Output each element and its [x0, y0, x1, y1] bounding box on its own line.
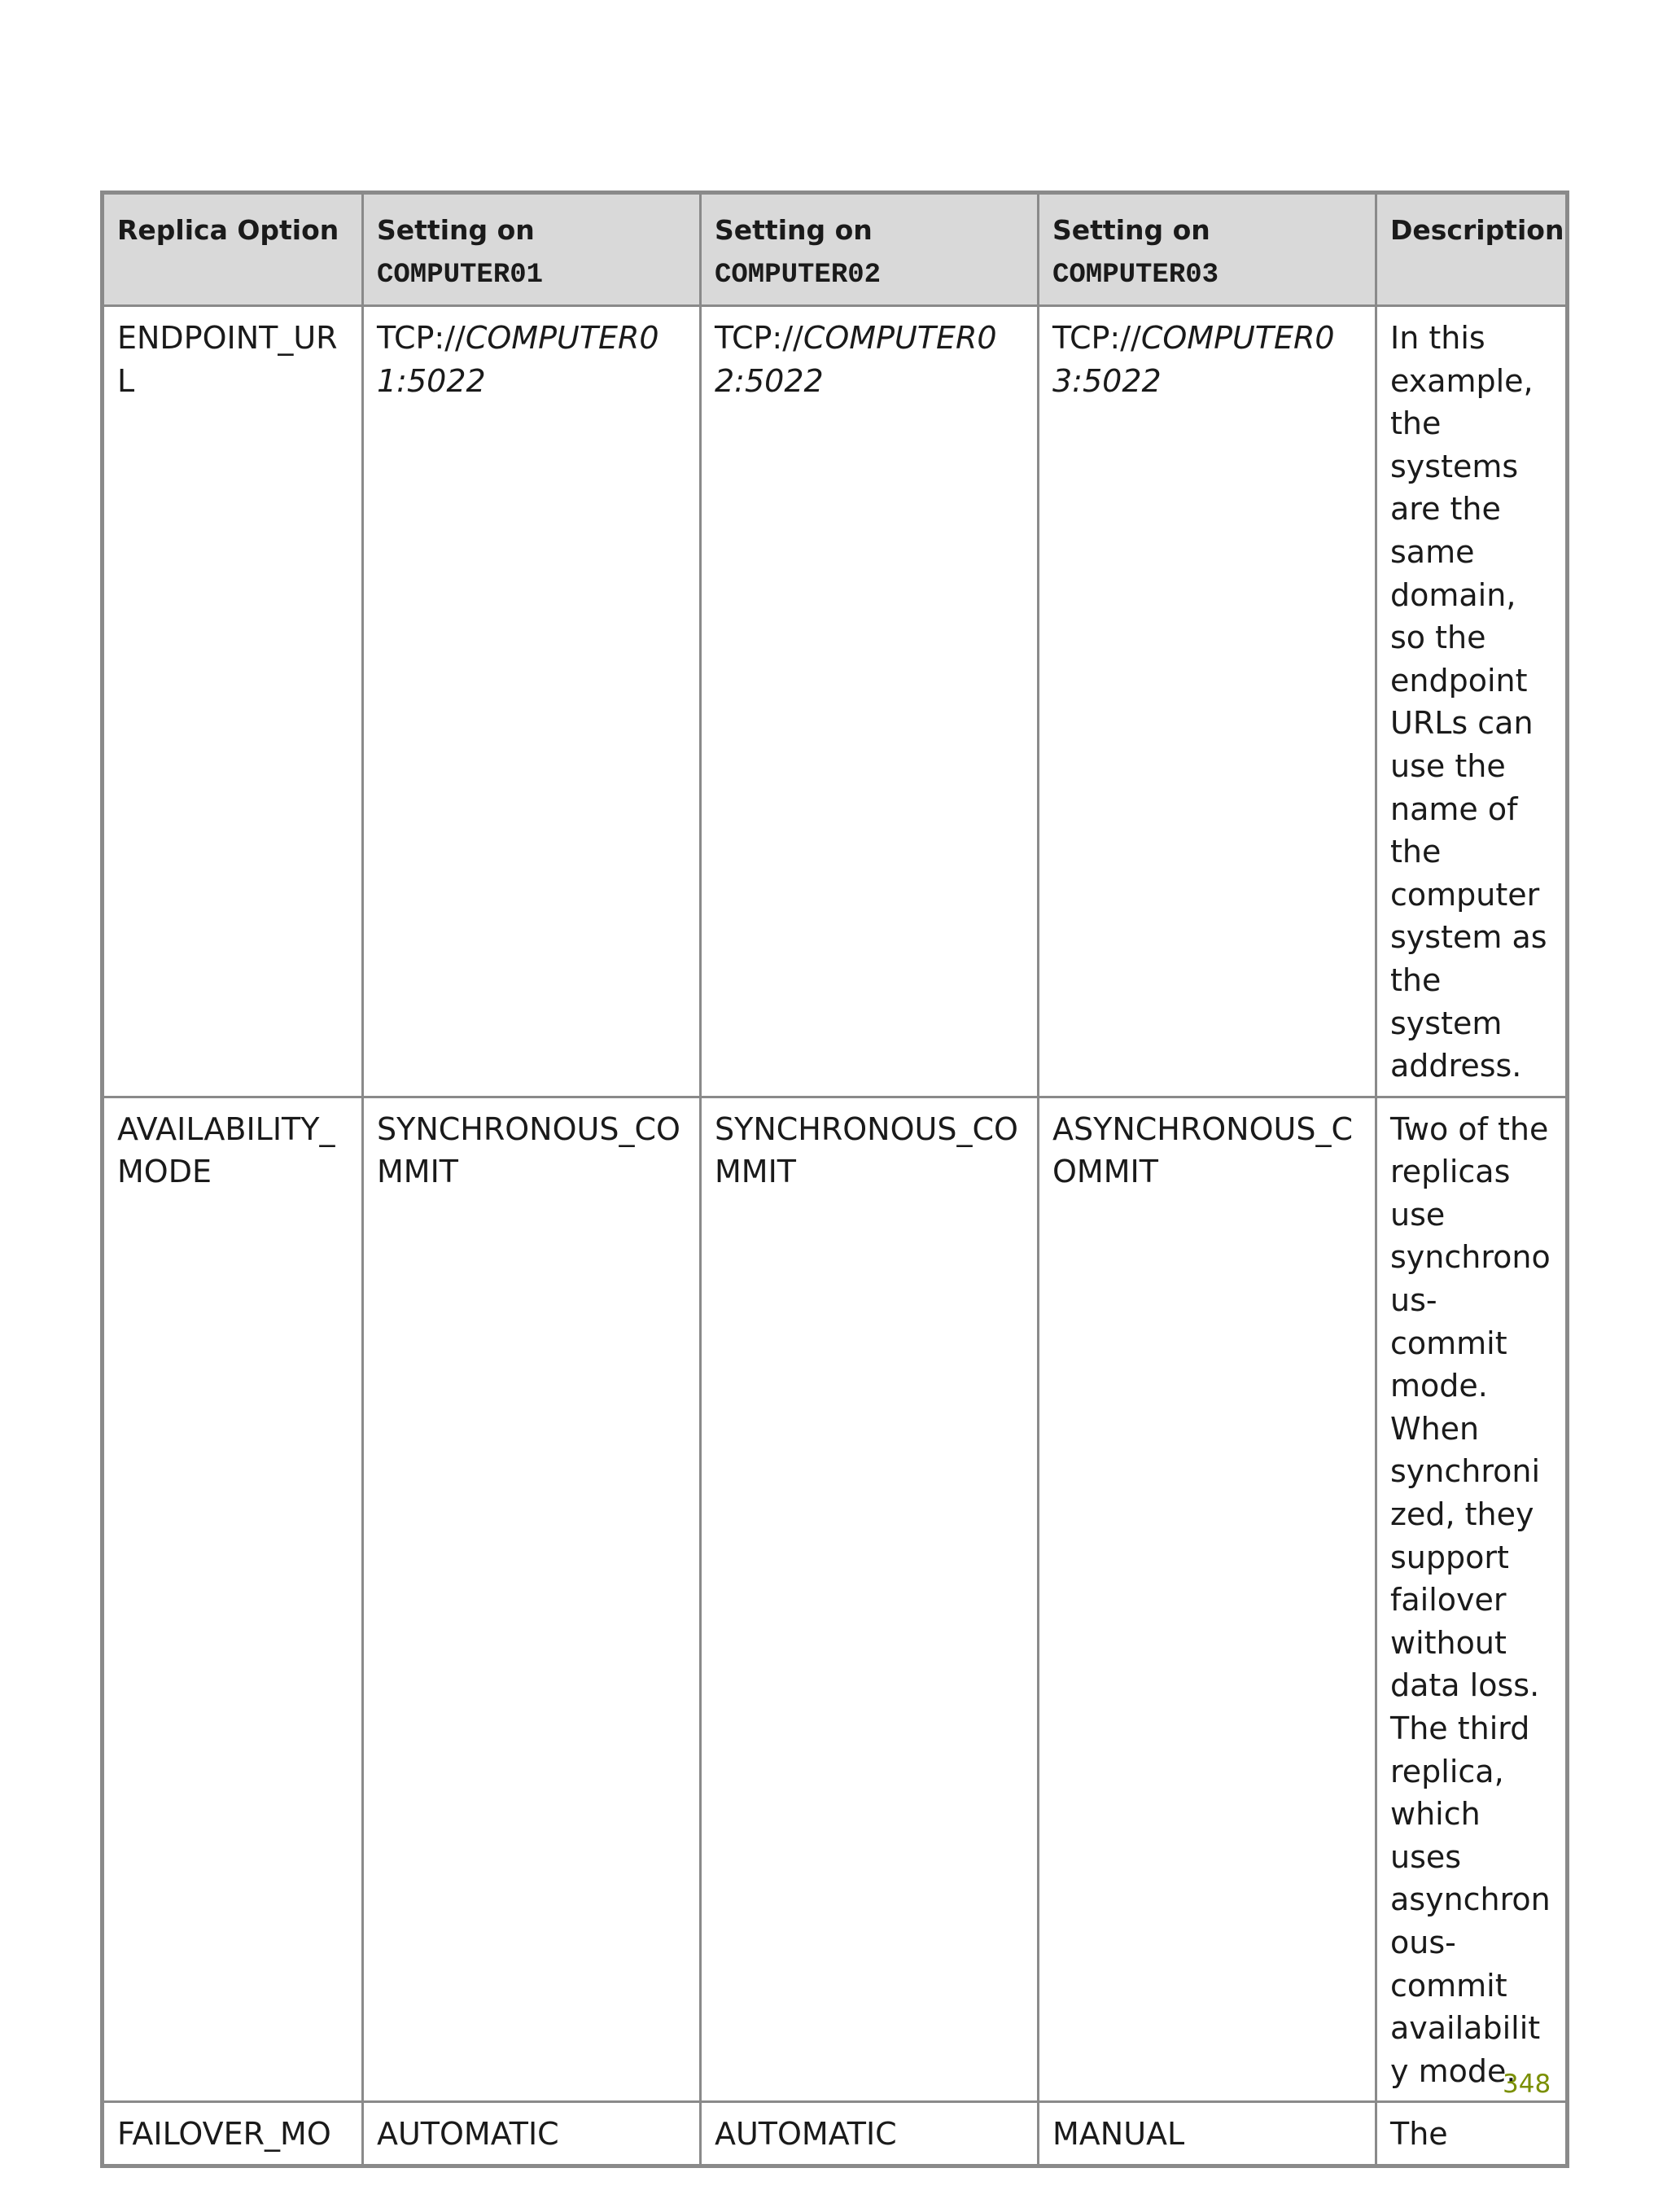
header-replica-option [103, 193, 363, 306]
cell-computer02 [701, 306, 1039, 1097]
cell-computer03: MANUAL [1039, 2102, 1376, 2166]
replica-options-table [100, 191, 1569, 2168]
cell-computer01: AUTOMATIC [363, 2102, 701, 2166]
endpoint-host: COMPUTER03:5022 [1052, 320, 1335, 399]
cell-computer03 [1039, 306, 1376, 1097]
cell-option: AVAILABILITY_MODE [103, 1097, 363, 2102]
header-description-label: Description [1390, 214, 1564, 246]
header-setting-on-label: Setting on [1052, 214, 1210, 246]
header-description [1376, 193, 1568, 306]
header-computer01-name: COMPUTER01 [377, 260, 544, 291]
cell-computer02: SYNCHRONOUS_COMMIT [701, 1097, 1039, 2102]
page-number: 348 [1503, 2070, 1551, 2099]
cell-option: FAILOVER_MO [103, 2102, 363, 2166]
table-header [103, 193, 1568, 306]
cell-description: The [1376, 2102, 1568, 2166]
endpoint-prefix: TCP:// [1052, 320, 1141, 356]
cell-description: In this example, the systems are the same domain, so the endpoint URLs can use the name of the computer system as the system address. [1376, 306, 1568, 1097]
header-computer02 [701, 193, 1039, 306]
header-setting-on-label: Setting on [715, 214, 873, 246]
endpoint-host: COMPUTER02:5022 [715, 320, 997, 399]
endpoint-prefix: TCP:// [377, 320, 466, 356]
cell-computer02: AUTOMATIC [701, 2102, 1039, 2166]
cell-computer03: ASYNCHRONOUS_COMMIT [1039, 1097, 1376, 2102]
cell-computer01: SYNCHRONOUS_COMMIT [363, 1097, 701, 2102]
header-computer01 [363, 193, 701, 306]
cell-option: ENDPOINT_URL [103, 306, 363, 1097]
cell-description: Two of the replicas use synchronous-commit mode. When synchronized, they support failover without data loss. The third replica, which uses asynchronous-commit availability mode. [1376, 1097, 1568, 2102]
endpoint-prefix: TCP:// [715, 320, 803, 356]
header-computer03 [1039, 193, 1376, 306]
table-row-availability-mode [103, 1097, 1568, 2102]
table-body [103, 306, 1568, 2166]
header-setting-on-label: Setting on [377, 214, 535, 246]
header-replica-option-label: Replica Option [117, 214, 339, 246]
header-row [103, 193, 1568, 306]
header-computer03-name: COMPUTER03 [1052, 260, 1219, 291]
table-row-endpoint-url [103, 306, 1568, 1097]
header-computer02-name: COMPUTER02 [715, 260, 882, 291]
endpoint-host: COMPUTER01:5022 [377, 320, 659, 399]
table-row-failover-mode [103, 2102, 1568, 2166]
cell-computer01 [363, 306, 701, 1097]
